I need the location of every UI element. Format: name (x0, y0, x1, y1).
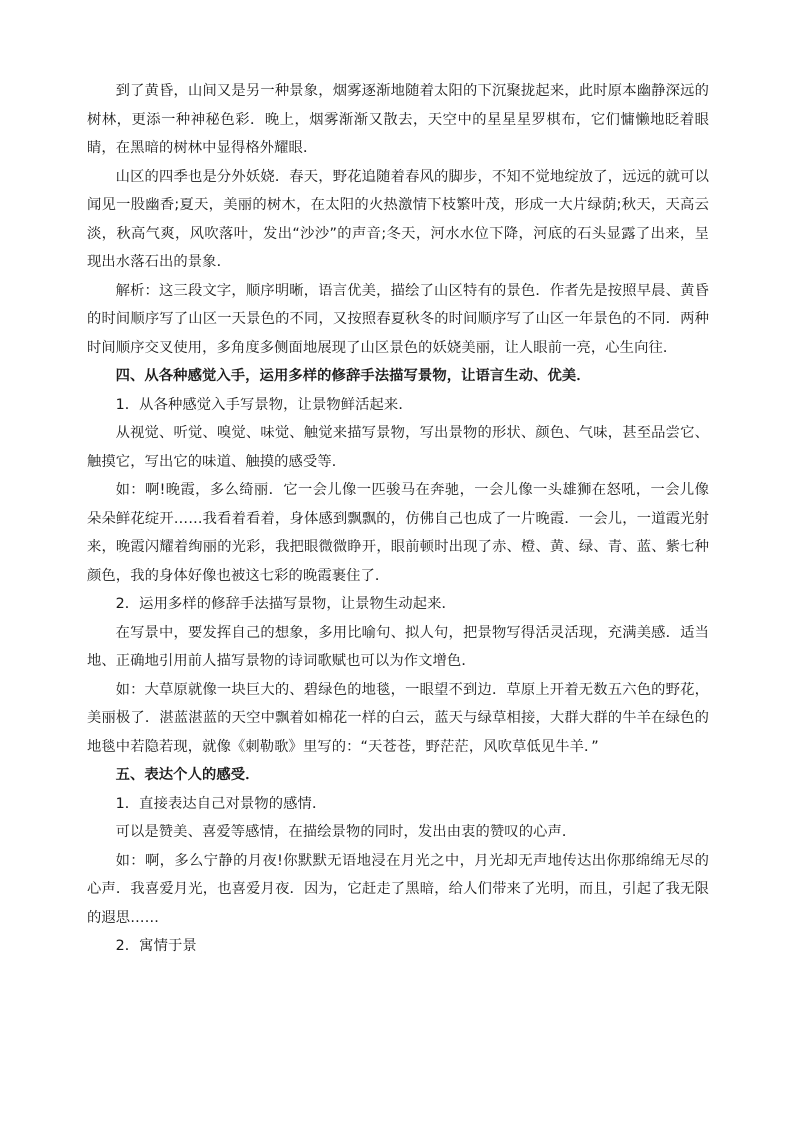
paragraph-dusk-scene: 到了黄昏，山间又是另一种景象，烟雾逐渐地随着太阳的下沉聚拢起来，此时原本幽静深远的树林，更添一种神秘色彩．晚上，烟雾渐渐又散去，天空中的星星星罗棋布，它们慵懒地眨着眼睛，在黑暗的树林中显得格外耀眼． (87, 83, 709, 156)
paragraph-senses-explanation: 从视觉、听觉、嗅觉、味觉、触觉来描写景物，写出景物的形状、颜色、气味，甚至品尝它、触摸它，写出它的味道、触摸的感受等． (87, 425, 709, 470)
subheading-emotion-in-scene: 2．寓情于景 (115, 938, 197, 954)
subheading-senses: 1．从各种感觉入手写景物，让景物鲜活起来． (115, 396, 413, 413)
paragraph-grassland-example: 如：大草原就像一块巨大的、碧绿色的地毯，一眼望不到边．草原上开着无数五六色的野花，美丽极了．湛蓝湛蓝的天空中飘着如棉花一样的白云，蓝天与绿草相接，大群大群的牛羊在绿色的地毯中若隐若现，就像《刺勒歌》里写的：“天苍苍，野茫茫，风吹草低见牛羊．” (87, 681, 709, 755)
paragraph-analysis: 解析：这三段文字，顺序明晰，语言优美，描绘了山区特有的景色．作者先是按照早晨、黄昏的时间顺序写了山区一天景色的不同，又按照春夏秋冬的时间顺序写了山区一年景色的不同．两种时间顺序交叉使用，多角度多侧面地展现了山区景色的妖娆美丽，让人眼前一亮，心生向往． (87, 282, 709, 356)
subheading-rhetoric: 2．运用多样的修辞手法描写景物，让景物生动起来． (115, 596, 456, 612)
paragraph-moonlight-example: 如：啊，多么宁静的月夜!你默默无语地浸在月光之中，月光却无声地传达出你那绵绵无尽的心声．我喜爱月光，也喜爱月夜．因为，它赶走了黑暗，给人们带来了光明，而且，引起了我无限的遐思…… (87, 852, 709, 926)
paragraph-direct-feeling-explanation: 可以是赞美、喜爱等感情，在描绘景物的同时，发出由衷的赞叹的心声． (115, 824, 577, 840)
paragraph-four-seasons: 山区的四季也是分外妖娆．春天，野花追随着春风的脚步，不知不觉地绽放了，远远的就可以闻见一股幽香;夏天，美丽的树木，在太阳的火热激情下枝繁叶茂，形成一大片绿荫;秋天，天高云淡，秋高气爽，风吹落叶，发出“沙沙”的声音;冬天，河水水位下降，河底的石头显露了出来，呈现出水落石出的景象． (87, 168, 709, 270)
paragraph-rhetoric-explanation: 在写景中，要发挥自己的想象，多用比喻句、拟人句，把景物写得活灵活现，充满美感．适当地、正确地引用前人描写景物的诗词歌赋也可以为作文增色． (87, 624, 709, 669)
subheading-direct-feeling: 1．直接表达自己对景物的感情． (115, 795, 327, 812)
document-body (87, 77, 709, 961)
section-heading-four: 四、从各种感觉入手，运用多样的修辞手法描写景物，让语言生动、优美． (115, 368, 591, 384)
paragraph-sunset-example: 如：啊!晚霞，多么绮丽．它一会儿像一匹骏马在奔驰，一会儿像一头雄狮在怒吼，一会儿像朵朵鲜花绽开……我看着看着，身体感到飘飘的，仿佛自己也成了一片晚霞．一会儿，一道霞光射来，晚霞闪耀着绚丽的光彩，我把眼微微睁开，眼前顿时出现了赤、橙、黄、绿、青、蓝、紫七种颜色，我的身体好像也被这七彩的晚霞裹住了． (87, 482, 709, 584)
section-heading-five: 五、表达个人的感受． (115, 767, 260, 783)
